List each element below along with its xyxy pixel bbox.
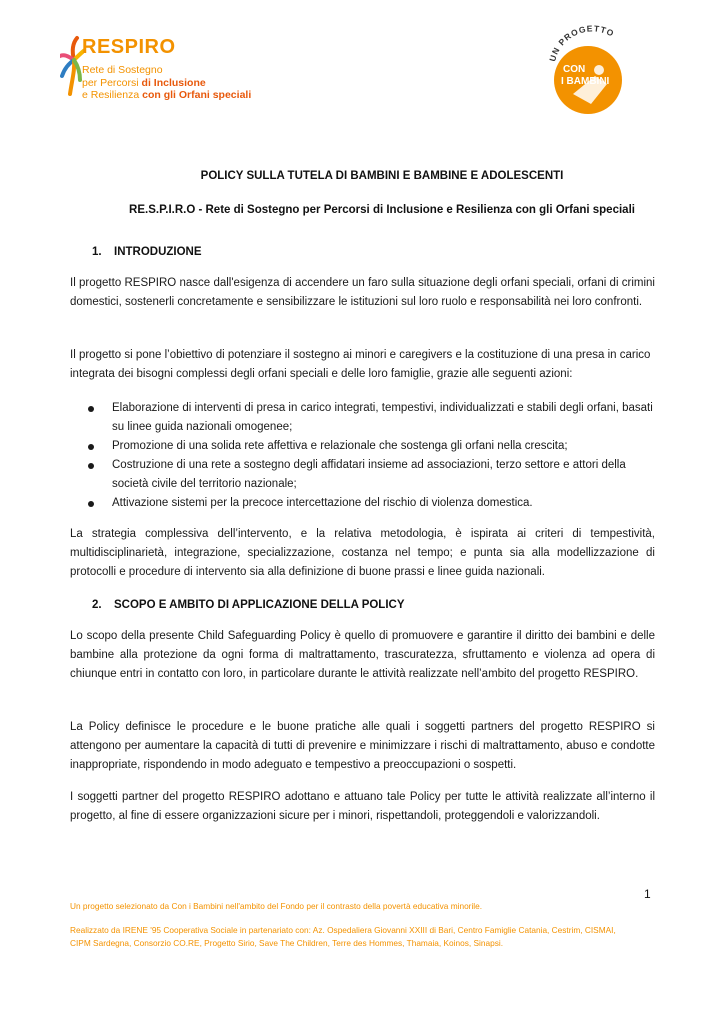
bullet-icon (88, 406, 94, 412)
section-2-heading: 2. SCOPO E AMBITO DI APPLICAZIONE DELLA POLICY (92, 599, 405, 611)
footer-line-2: Realizzato da IRENE '95 Cooperativa Sociale in partenariato con: Az. Ospedaliera Giovanni XXIII di Bari, Centro Famiglie Catania, Cestrim, CISMAI, (70, 925, 616, 935)
section-1-paragraph-1: Il progetto RESPIRO nasce dall'esigenza di accendere un faro sulla situazione degli orfani speciali, orfani di crimini domestici, sostenerli concretamente e sensibilizzare le istituzioni sul loro ruolo e responsabilità nei loro confronti. (70, 277, 655, 308)
list-item: Costruzione di una rete a sostegno degli affidatari insieme ad associazioni, terzo settore e attori della società civile del territorio nazionale; (70, 456, 655, 494)
logo-line-2: per Percorsi di Inclusione (82, 76, 206, 89)
logo-line-1: Rete di Sostegno (82, 64, 163, 76)
section-1-heading: 1. INTRODUZIONE (92, 246, 202, 258)
section-2-paragraph-3: I soggetti partner del progetto RESPIRO adottano e attuano tale Policy per tutte le attività realizzate all’interno il progetto, al fine di essere organizzazioni sicure per i minori, rispettandoli, proteggendoli e valorizzandoli. (70, 791, 655, 822)
section-2-paragraph-1: Lo scopo della presente Child Safeguarding Policy è quello di promuovere e garantire il diritto dei bambini e delle bambine alla protezione da ogni forma di maltrattamento, trascuratezza, sfruttamento e violenza ad opera di chiunque entri in contatto con loro, in particolare durante le attività realizzate nell’ambito del progetto RESPIRO. (70, 630, 655, 680)
logo-subtitle (82, 64, 251, 102)
list-item: Elaborazione di interventi di presa in carico integrati, tempestivi, individualizzati e stabili degli orfani, basati su linee guida nazionali omogenee; (70, 399, 655, 437)
page-number: 1 (644, 887, 651, 901)
bullet-icon (88, 463, 94, 469)
section-1-paragraph-2: Il progetto si pone l’obiettivo di potenziare il sostegno ai minori e caregivers e la costituzione di una presa in carico integrata dei bisogni complessi degli orfani speciali e delle loro famiglie, grazie alle seguenti azioni: (70, 349, 651, 380)
respiro-logo (60, 34, 260, 110)
footer-line-3: CIPM Sardegna, Consorzio CO.RE, Progetto Sirio, Save The Children, Terre des Hommes, Thamaia, Koinos, Sinapsi. (70, 938, 504, 948)
document-subtitle: RE.S.P.I.R.O - Rete di Sostegno per Percorsi di Inclusione e Resilienza con gli Orfani speciali (129, 204, 635, 216)
sunburst-icon (60, 34, 84, 106)
logo-line-3: e Resilienza con gli Orfani speciali (82, 89, 252, 101)
logo-arc-text: UN PROGETTO (547, 23, 617, 63)
logo-title: RESPIRO (82, 36, 176, 58)
footer-line-1: Un progetto selezionato da Con i Bambini nell'ambito del Fondo per il contrasto della povertà educativa minorile. (70, 901, 483, 911)
actions-list (70, 399, 655, 513)
bullet-icon (88, 501, 94, 507)
section-1-paragraph-3: La strategia complessiva dell’intervento, e la relativa metodologia, è ispirata ai criteri di tempestività, multidisciplinarietà, integrazione, specializzazione, costanza nel tempo; e punta sia alla modellizzazione di protocolli e procedure di intervento sia alla definizione di buone prassi e linee guida nazionali. (70, 528, 655, 578)
section-2-paragraph-2: La Policy definisce le procedure e le buone pratiche alle quali i soggetti partners del progetto RESPIRO si attengono per aumentare la capacità di tutti di prevenire e minimizzare i rischi di maltrattamento, abuso e condotte inappropriate, rispondendo in modo adeguato e tempestivo a preoccupazioni o sospetti. (70, 721, 655, 771)
con-i-bambini-logo (533, 18, 643, 123)
badge-line-1: CON (563, 64, 586, 75)
list-item: Promozione di una solida rete affettiva e relazionale che sostenga gli orfani nella crescita; (70, 437, 655, 456)
list-item: Attivazione sistemi per la precoce intercettazione del rischio di violenza domestica. (70, 494, 655, 513)
bullet-icon (88, 444, 94, 450)
document-title: POLICY SULLA TUTELA DI BAMBINI E BAMBINE E ADOLESCENTI (200, 170, 564, 182)
badge-line-2: I BAMBINI (561, 76, 610, 87)
